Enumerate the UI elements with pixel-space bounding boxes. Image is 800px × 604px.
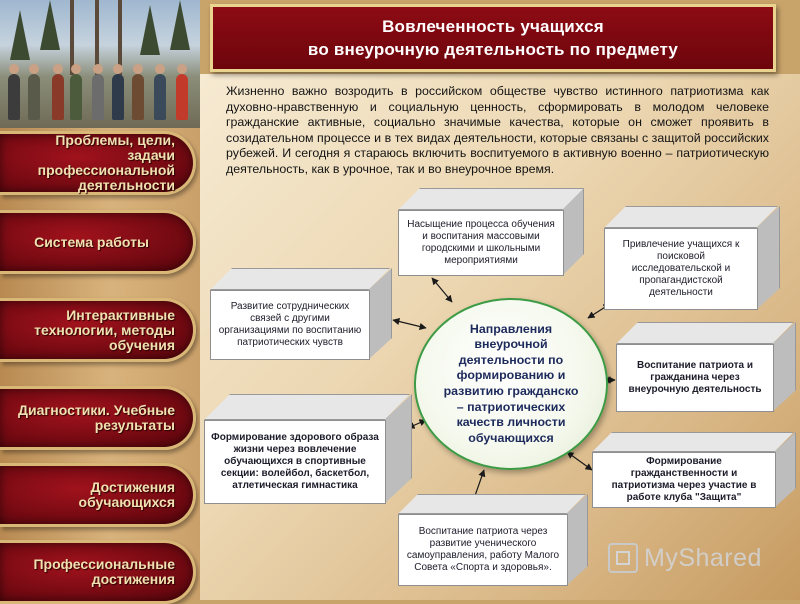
- direction-box-text: Развитие сотруднических связей с другими организациями по воспитанию патриотических чувств: [210, 290, 370, 360]
- sidebar-item-label: Достижения обучающихся: [78, 479, 175, 510]
- page-title-line1: Вовлеченность учащихся: [382, 17, 604, 36]
- direction-box-healthy-lifestyle: [204, 394, 412, 506]
- watermark: [608, 538, 778, 578]
- watermark-text: MyShared: [644, 543, 762, 572]
- sidebar-item-label: Профессиональные достижения: [33, 556, 175, 587]
- direction-box-text: Формирование гражданственности и патриотизма через участие в работе клуба "Защита": [592, 452, 776, 508]
- direction-box-text: Воспитание патриота через развитие ученического самоуправления, работу Малого Совета «Спорта и здоровья».: [398, 514, 568, 586]
- sidebar-item-label: Интерактивные технологии, методы обучения: [34, 306, 175, 353]
- center-circle-text: Направления внеурочной деятельности по формированию и развитию гражданско – патриотических качеств личности обучающихся: [443, 321, 579, 445]
- direction-box-text: Воспитание патриота и гражданина через внеурочную деятельность: [616, 344, 774, 412]
- direction-box-text: Формирование здорового образа жизни через вовлечение обучающихся в спортивные секции: волейбол, баскетбол, атлетическая гимнастика: [204, 420, 386, 504]
- sidebar-item-label: Проблемы, цели, задачи профессиональной деятельности: [37, 132, 175, 193]
- direction-box-cooperation: [210, 268, 392, 362]
- myshared-logo-icon: [608, 543, 638, 573]
- direction-box-search-activity: [604, 206, 780, 312]
- direction-box-mass-events: [398, 188, 586, 278]
- page-title-line2: во внеурочную деятельность по предмету: [307, 40, 679, 59]
- sidebar-item-label: Диагностики. Учебные результаты: [18, 402, 175, 433]
- direction-box-self-government: [398, 494, 588, 588]
- center-circle-directions: [414, 298, 608, 470]
- direction-box-text: Насыщение процесса обучения и воспитания массовыми городскими и школьными мероприятиями: [398, 210, 564, 276]
- direction-box-defense-club: [592, 432, 796, 510]
- direction-box-extracurricular: [616, 322, 796, 414]
- direction-box-text: Привлечение учащихся к поисковой исследовательской и пропагандистской деятельности: [604, 228, 758, 310]
- sidebar-item-label: Система работы: [34, 233, 149, 250]
- intro-paragraph: Жизненно важно возродить в российском обществе чувство истинного патриотизма как духовно-нравственную и социальную ценность, сформировать в молодом человеке гражданские активные, социально значимые качества, которые он сможет проявить в созидательном процессе и в тех видах деятельности, которые связаны с защитой российских рубежей. И сегодня я стараюсь включить воспитуемого в активную военно – патриотическую деятельность, как в урочное, так и во внеурочное время.: [226, 84, 769, 176]
